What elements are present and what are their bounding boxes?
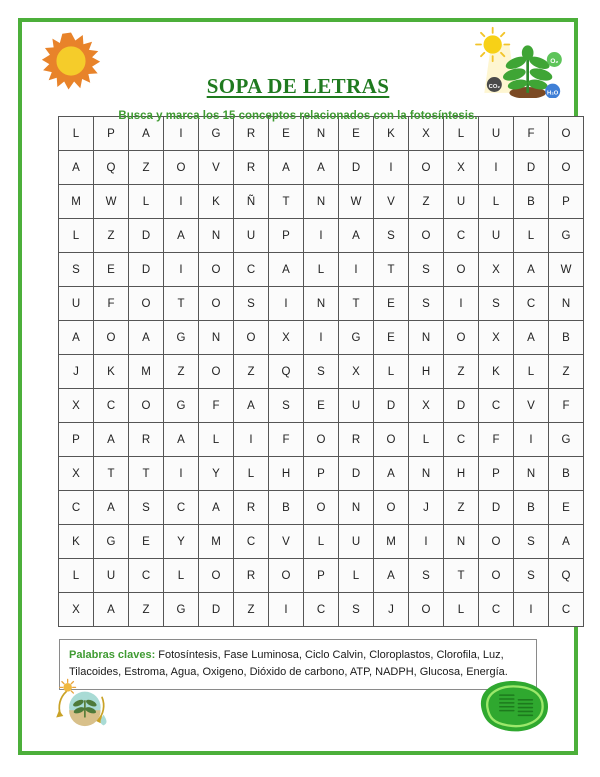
grid-cell[interactable]: A (129, 117, 164, 151)
grid-cell[interactable]: W (339, 185, 374, 219)
grid-cell[interactable]: O (199, 287, 234, 321)
grid-cell[interactable]: L (304, 253, 339, 287)
grid-row (59, 389, 584, 423)
grid-cell[interactable]: L (479, 185, 514, 219)
grid-cell[interactable]: B (514, 491, 549, 525)
grid-cell[interactable]: I (164, 253, 199, 287)
grid-cell[interactable]: G (94, 525, 129, 559)
grid-cell[interactable]: O (164, 151, 199, 185)
grid-cell[interactable]: A (374, 559, 409, 593)
grid-cell[interactable]: O (444, 321, 479, 355)
grid-cell[interactable]: G (164, 389, 199, 423)
grid-cell[interactable]: X (444, 151, 479, 185)
grid-cell[interactable]: Z (234, 593, 269, 627)
grid-cell[interactable]: T (269, 185, 304, 219)
grid-cell[interactable]: A (59, 321, 94, 355)
grid-cell[interactable]: A (269, 253, 304, 287)
grid-cell[interactable]: N (514, 457, 549, 491)
grid-cell[interactable]: O (199, 253, 234, 287)
grid-cell[interactable]: A (514, 321, 549, 355)
grid-cell[interactable]: C (164, 491, 199, 525)
grid-cell[interactable]: T (164, 287, 199, 321)
grid-cell[interactable]: E (339, 117, 374, 151)
grid-cell[interactable]: I (234, 423, 269, 457)
grid-cell[interactable]: P (304, 457, 339, 491)
grid-cell[interactable]: U (59, 287, 94, 321)
grid-cell[interactable]: S (339, 593, 374, 627)
grid-cell[interactable]: D (444, 389, 479, 423)
grid-cell[interactable]: C (479, 389, 514, 423)
grid-cell[interactable]: L (409, 423, 444, 457)
grid-row (59, 491, 584, 525)
grid-cell[interactable]: X (409, 117, 444, 151)
grid-cell[interactable]: C (94, 389, 129, 423)
grid-cell[interactable]: C (444, 219, 479, 253)
grid-cell[interactable]: N (549, 287, 584, 321)
grid-cell[interactable]: Z (549, 355, 584, 389)
grid-cell[interactable]: O (234, 321, 269, 355)
grid-cell[interactable]: X (479, 321, 514, 355)
grid-cell[interactable]: T (339, 287, 374, 321)
grid-cell[interactable]: O (199, 559, 234, 593)
grid-cell[interactable]: O (304, 423, 339, 457)
grid-cell[interactable]: N (409, 321, 444, 355)
grid-cell[interactable]: E (374, 321, 409, 355)
grid-cell[interactable]: N (304, 287, 339, 321)
grid-row (59, 525, 584, 559)
sun-icon (40, 30, 102, 92)
grid-cell[interactable]: X (269, 321, 304, 355)
grid-cell[interactable]: Z (444, 355, 479, 389)
grid-cell[interactable]: L (199, 423, 234, 457)
grid-cell[interactable]: D (374, 389, 409, 423)
grid-cell[interactable]: U (339, 525, 374, 559)
grid-cell[interactable]: Z (444, 491, 479, 525)
grid-cell[interactable]: N (444, 525, 479, 559)
grid-cell[interactable]: Y (199, 457, 234, 491)
grid-cell[interactable]: G (199, 117, 234, 151)
grid-cell[interactable]: F (269, 423, 304, 457)
grid-cell[interactable]: S (234, 287, 269, 321)
grid-cell[interactable]: O (479, 525, 514, 559)
grid-cell[interactable]: L (59, 117, 94, 151)
label-h2o: H₂O (546, 90, 559, 97)
grid-cell[interactable]: C (129, 559, 164, 593)
grid-cell[interactable]: A (199, 491, 234, 525)
grid-cell[interactable]: J (409, 491, 444, 525)
grid-cell[interactable]: O (409, 219, 444, 253)
grid-cell[interactable]: S (409, 287, 444, 321)
grid-cell[interactable]: E (269, 117, 304, 151)
grid-row (59, 423, 584, 457)
grid-cell[interactable]: S (479, 287, 514, 321)
grid-cell[interactable]: Z (409, 185, 444, 219)
grid-cell[interactable]: L (444, 117, 479, 151)
grid-cell[interactable]: I (514, 593, 549, 627)
grid-cell[interactable]: V (199, 151, 234, 185)
grid-cell[interactable]: X (59, 457, 94, 491)
grid-cell[interactable]: O (409, 593, 444, 627)
grid-cell[interactable]: M (374, 525, 409, 559)
grid-cell[interactable]: G (164, 593, 199, 627)
grid-cell[interactable]: P (269, 219, 304, 253)
grid-row (59, 287, 584, 321)
grid-cell[interactable]: F (199, 389, 234, 423)
grid-cell[interactable]: O (129, 389, 164, 423)
label-o2: O₂ (550, 57, 559, 65)
grid-cell[interactable]: T (374, 253, 409, 287)
grid-cell[interactable]: I (444, 287, 479, 321)
grid-cell[interactable]: L (234, 457, 269, 491)
grid-cell[interactable]: A (94, 593, 129, 627)
grid-row (59, 457, 584, 491)
footer (22, 665, 574, 745)
grid-cell[interactable]: J (374, 593, 409, 627)
grid-cell[interactable]: T (129, 457, 164, 491)
grid-cell[interactable]: R (234, 117, 269, 151)
word-search-grid[interactable] (58, 116, 584, 627)
grid-cell[interactable]: A (374, 457, 409, 491)
grid-cell[interactable]: I (304, 219, 339, 253)
grid-cell[interactable]: O (549, 151, 584, 185)
grid-cell[interactable]: X (59, 593, 94, 627)
grid-cell[interactable]: P (59, 423, 94, 457)
grid-cell[interactable]: R (129, 423, 164, 457)
grid-cell[interactable]: L (444, 593, 479, 627)
grid-cell[interactable]: L (59, 219, 94, 253)
grid-cell[interactable]: X (339, 355, 374, 389)
grid-cell[interactable]: U (479, 219, 514, 253)
grid-cell[interactable]: W (549, 253, 584, 287)
grid-cell[interactable]: Z (129, 593, 164, 627)
grid-cell[interactable]: B (549, 457, 584, 491)
grid-cell[interactable]: S (514, 559, 549, 593)
grid-cell[interactable]: O (199, 355, 234, 389)
grid-cell[interactable]: O (479, 559, 514, 593)
grid-cell[interactable]: L (339, 559, 374, 593)
grid-cell[interactable]: F (514, 117, 549, 151)
grid-cell[interactable]: C (59, 491, 94, 525)
grid-cell[interactable]: U (234, 219, 269, 253)
grid-cell[interactable]: I (269, 287, 304, 321)
grid-cell[interactable]: B (549, 321, 584, 355)
grid-cell[interactable]: S (409, 559, 444, 593)
grid-cell[interactable]: M (59, 185, 94, 219)
grid-cell[interactable]: Z (234, 355, 269, 389)
grid-cell[interactable]: Y (164, 525, 199, 559)
grid-cell[interactable]: E (374, 287, 409, 321)
grid-cell[interactable]: D (339, 457, 374, 491)
grid-cell[interactable]: Q (549, 559, 584, 593)
label-co2: CO₂ (488, 83, 501, 90)
grid-cell[interactable]: Z (164, 355, 199, 389)
grid-cell[interactable]: E (549, 491, 584, 525)
grid-cell[interactable]: X (409, 389, 444, 423)
grid-cell[interactable]: C (514, 287, 549, 321)
grid-cell[interactable]: H (269, 457, 304, 491)
grid-cell[interactable]: A (304, 151, 339, 185)
grid-cell[interactable]: T (94, 457, 129, 491)
grid-cell[interactable]: F (549, 389, 584, 423)
header (22, 22, 574, 122)
grid-cell[interactable]: U (479, 117, 514, 151)
grid-cell[interactable]: Q (269, 355, 304, 389)
grid-cell[interactable]: B (269, 491, 304, 525)
grid-cell[interactable]: D (479, 491, 514, 525)
keywords-label: Palabras claves: (69, 649, 156, 661)
grid-cell[interactable]: D (129, 253, 164, 287)
grid-cell[interactable]: P (479, 457, 514, 491)
grid-cell[interactable]: K (479, 355, 514, 389)
grid-cell[interactable]: E (94, 253, 129, 287)
grid-cell[interactable]: S (129, 491, 164, 525)
grid-cell[interactable]: D (199, 593, 234, 627)
grid-row (59, 355, 584, 389)
grid-row (59, 219, 584, 253)
chloroplast-icon (470, 675, 556, 737)
grid-cell[interactable]: A (164, 219, 199, 253)
grid-cell[interactable]: M (129, 355, 164, 389)
grid-cell[interactable]: L (304, 525, 339, 559)
grid-cell[interactable]: J (59, 355, 94, 389)
grid-cell[interactable]: O (374, 423, 409, 457)
grid-cell[interactable]: P (304, 559, 339, 593)
grid-cell[interactable]: A (129, 321, 164, 355)
grid-row (59, 253, 584, 287)
grid-cell[interactable]: Z (94, 219, 129, 253)
grid-cell[interactable]: C (234, 525, 269, 559)
grid-cell[interactable]: K (374, 117, 409, 151)
grid-cell[interactable]: A (94, 423, 129, 457)
grid-cell[interactable]: H (444, 457, 479, 491)
grid-cell[interactable]: W (94, 185, 129, 219)
grid-cell[interactable]: C (479, 593, 514, 627)
grid-cell[interactable]: V (374, 185, 409, 219)
grid-cell[interactable]: N (304, 185, 339, 219)
grid-cell[interactable]: O (409, 151, 444, 185)
grid-cell[interactable]: K (199, 185, 234, 219)
grid-row (59, 559, 584, 593)
grid-cell[interactable]: U (444, 185, 479, 219)
grid-cell[interactable]: I (409, 525, 444, 559)
grid-cell[interactable]: B (514, 185, 549, 219)
grid-cell[interactable]: I (164, 185, 199, 219)
grid-cell[interactable]: N (409, 457, 444, 491)
grid-cell[interactable]: K (59, 525, 94, 559)
grid-cell[interactable]: O (94, 321, 129, 355)
grid-cell[interactable]: D (339, 151, 374, 185)
grid-cell[interactable]: I (164, 117, 199, 151)
grid-cell[interactable]: N (199, 321, 234, 355)
grid-cell[interactable]: D (514, 151, 549, 185)
grid-cell[interactable]: S (409, 253, 444, 287)
grid-cell[interactable]: O (269, 559, 304, 593)
grid-row (59, 593, 584, 627)
grid-cell[interactable]: S (304, 355, 339, 389)
grid-cell[interactable]: N (199, 219, 234, 253)
grid-cell[interactable]: A (94, 491, 129, 525)
grid-cell[interactable]: N (339, 491, 374, 525)
grid-cell[interactable]: K (94, 355, 129, 389)
grid-cell[interactable]: P (549, 185, 584, 219)
grid-cell[interactable]: A (514, 253, 549, 287)
grid-cell[interactable]: G (339, 321, 374, 355)
grid-cell[interactable]: A (59, 151, 94, 185)
keywords-list: Fotosíntesis, Fase Luminosa, Ciclo Calvin, Cloroplastos, Clorofila, Luz, Tilacoides, Estroma, Agua, Oxigeno, Dióxido de carbono, ATP, NADPH, Glucosa, Energía. (69, 649, 508, 679)
grid-cell[interactable]: U (94, 559, 129, 593)
grid-cell[interactable]: A (339, 219, 374, 253)
grid-cell[interactable]: A (164, 423, 199, 457)
grid-cell[interactable]: L (129, 185, 164, 219)
photosynthesis-diagram-icon (466, 26, 566, 98)
grid-cell[interactable]: E (129, 525, 164, 559)
grid-cell[interactable]: L (374, 355, 409, 389)
grid-cell[interactable]: M (199, 525, 234, 559)
grid-cell[interactable]: X (59, 389, 94, 423)
grid-cell[interactable]: H (409, 355, 444, 389)
worksheet-page (18, 18, 578, 755)
grid-cell[interactable]: F (94, 287, 129, 321)
grid-cell[interactable]: V (514, 389, 549, 423)
grid-cell[interactable]: Q (94, 151, 129, 185)
grid-cell[interactable]: C (444, 423, 479, 457)
grid-cell[interactable]: S (269, 389, 304, 423)
grid-cell[interactable]: I (269, 593, 304, 627)
grid-cell[interactable]: L (514, 219, 549, 253)
grid-cell[interactable]: S (514, 525, 549, 559)
grid-row (59, 185, 584, 219)
grid-cell[interactable]: P (94, 117, 129, 151)
word-search-grid-container (58, 116, 572, 627)
grid-cell[interactable]: L (59, 559, 94, 593)
grid-cell[interactable]: V (269, 525, 304, 559)
grid-row (59, 321, 584, 355)
grid-cell[interactable]: R (339, 423, 374, 457)
grid-cell[interactable]: U (339, 389, 374, 423)
grid-cell[interactable]: C (304, 593, 339, 627)
grid-cell[interactable]: L (164, 559, 199, 593)
grid-row (59, 151, 584, 185)
grid-cell[interactable]: O (444, 253, 479, 287)
grid-cell[interactable]: A (234, 389, 269, 423)
grid-cell[interactable]: G (164, 321, 199, 355)
grid-cell[interactable]: C (549, 593, 584, 627)
photosynthesis-cycle-icon (46, 673, 118, 739)
grid-cell[interactable]: X (479, 253, 514, 287)
grid-cell[interactable]: I (339, 253, 374, 287)
grid-cell[interactable]: I (164, 457, 199, 491)
grid-cell[interactable]: R (234, 491, 269, 525)
grid-cell[interactable]: Ñ (234, 185, 269, 219)
grid-cell[interactable]: R (234, 151, 269, 185)
grid-cell[interactable]: I (479, 151, 514, 185)
page-subtitle: Busca y marca los 15 conceptos relacionados con la fotosíntesis. (118, 110, 478, 122)
grid-cell[interactable]: G (549, 219, 584, 253)
grid-cell[interactable]: O (129, 287, 164, 321)
grid-cell[interactable]: T (444, 559, 479, 593)
grid-cell[interactable]: O (549, 117, 584, 151)
grid-cell[interactable]: G (549, 423, 584, 457)
grid-cell[interactable]: F (479, 423, 514, 457)
page-title: SOPA DE LETRAS (206, 74, 390, 98)
grid-cell[interactable]: I (304, 321, 339, 355)
grid-cell[interactable]: A (269, 151, 304, 185)
grid-cell[interactable]: L (514, 355, 549, 389)
grid-cell[interactable]: N (304, 117, 339, 151)
grid-cell[interactable]: I (514, 423, 549, 457)
grid-cell[interactable]: O (304, 491, 339, 525)
grid-cell[interactable]: C (234, 253, 269, 287)
grid-cell[interactable]: Z (129, 151, 164, 185)
grid-cell[interactable]: S (59, 253, 94, 287)
grid-cell[interactable]: I (374, 151, 409, 185)
grid-cell[interactable]: D (129, 219, 164, 253)
grid-cell[interactable]: A (549, 525, 584, 559)
grid-cell[interactable]: R (234, 559, 269, 593)
grid-cell[interactable]: E (304, 389, 339, 423)
grid-cell[interactable]: O (374, 491, 409, 525)
grid-cell[interactable]: S (374, 219, 409, 253)
